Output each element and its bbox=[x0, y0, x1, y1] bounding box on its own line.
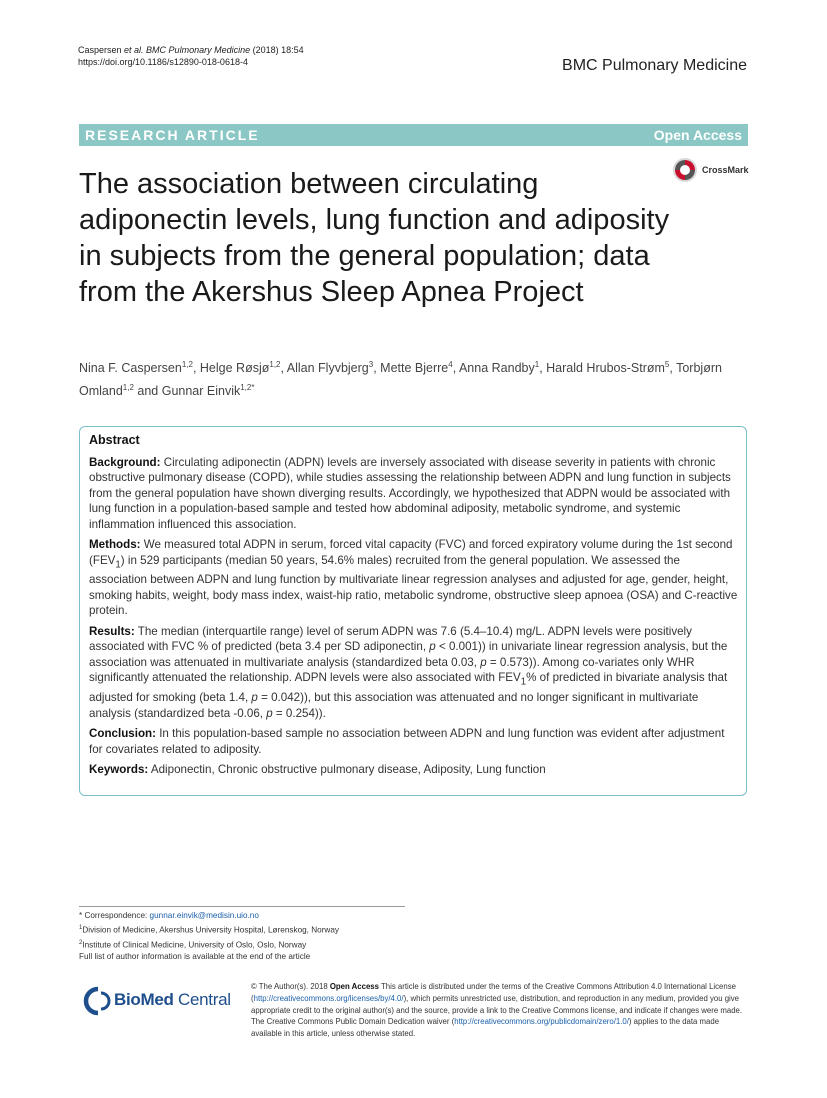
author-separator: , bbox=[373, 361, 381, 376]
author-affiliation-marker: 1,2 bbox=[122, 383, 134, 393]
author-name: Mette Bjerre bbox=[380, 361, 449, 376]
footnotes bbox=[79, 910, 439, 963]
author-affiliation-marker: 5 bbox=[664, 360, 670, 369]
author-separator: , bbox=[280, 361, 287, 376]
abstract-heading: Abstract bbox=[89, 433, 140, 447]
citation-volume: (2018) 18:54 bbox=[250, 45, 304, 55]
author-affiliation-marker: 1,2 bbox=[181, 360, 193, 369]
author-name: Torbjørn Omland bbox=[79, 361, 722, 399]
author-name: Helge Røsjø bbox=[199, 361, 270, 376]
abstract-results: Results: The median (interquartile range) level of serum ADPN was 7.6 (5.4–10.4) mg/L. ADPN levels were positively associated with FVC % of predicted (beta 3.4 per SD adiponectin, p < 0.001)) in univariate linear regression analysis, but the association was attenuated in multivariate analysis (standardized beta 0.03, p = 0.573)). Among co-variates only WHR significantly attenuated the relationship. ADPN levels were also associated with $FEV_1\%$ of predicted in bivariate analysis that adjusted for smoking (beta 1.4, p = 0.042)), but this association was attenuated and no longer significant in multivariate analysis (standardized beta -0.06, p = 0.254)). bbox=[89, 624, 728, 720]
crossmark-label: CrossMark bbox=[702, 165, 749, 175]
citation bbox=[78, 44, 304, 68]
abstract-conclusion: Conclusion: In this population-based sample no association between ADPN and lung function was evident after adjustment for covariates related to adiposity. bbox=[89, 727, 725, 756]
article-type-label: RESEARCH ARTICLE bbox=[85, 127, 260, 143]
author-separator: , bbox=[192, 361, 200, 376]
journal-name: BMC Pulmonary Medicine bbox=[562, 57, 747, 74]
article-title: The association between circulating adiponectin levels, lung function and adiposity in subjects from the general population; data from the Akershus Sleep Apnea Project bbox=[79, 168, 670, 308]
author-affiliation-marker: 1,2 bbox=[269, 360, 281, 369]
author-name: Nina F. Caspersen bbox=[79, 361, 182, 376]
doi-link[interactable]: https://doi.org/10.1186/s12890-018-0618-4 bbox=[78, 57, 248, 67]
abstract-box bbox=[79, 426, 747, 796]
author-name: Gunnar Einvik bbox=[161, 384, 241, 399]
publisher-name-bold: BioMed bbox=[114, 990, 174, 1009]
author-separator: , bbox=[669, 361, 677, 376]
publisher-name-rest: Central bbox=[173, 990, 231, 1009]
citation-journal: et al. BMC Pulmonary Medicine bbox=[124, 45, 251, 55]
author-separator: and bbox=[133, 384, 162, 399]
open-access-label: Open Access bbox=[653, 127, 742, 143]
public-domain-url-link[interactable]: http://creativecommons.org/publicdomain/zero/1.0/ bbox=[454, 1017, 629, 1027]
author-affiliation-marker: 1 bbox=[534, 360, 540, 369]
license-open-access: Open Access bbox=[329, 982, 379, 991]
license-url-link[interactable]: http://creativecommons.org/licenses/by/4.0/ bbox=[253, 993, 404, 1003]
author-separator: , bbox=[539, 361, 547, 376]
author-affiliation-marker: 3 bbox=[368, 360, 374, 369]
biomed-central-icon bbox=[81, 986, 111, 1016]
author-affiliation-marker: 4 bbox=[448, 360, 453, 369]
footnote-divider bbox=[79, 906, 405, 907]
citation-authors: Caspersen bbox=[78, 45, 122, 55]
biomed-central-logo bbox=[81, 985, 241, 1017]
correspondence-email-link[interactable]: gunnar.einvik@medisin.uio.no bbox=[149, 911, 259, 920]
author-affiliation-marker: 1,2* bbox=[240, 383, 255, 393]
affiliation-2: $^2$Institute of Clinical Medicine, University of Oslo, Oslo, Norway bbox=[79, 939, 307, 950]
author-list bbox=[79, 355, 749, 401]
license-statement: © The Author(s). 2018 Open Access This article is distributed under the terms of the Creative Commons Attribution 4.0 International License (http://creativecommons.org/licenses/by/4.0/), which permits unrestricted use, distribution, and reproduction in any medium, provided you give appropriate credit to the original author(s) and the source, provide a link to the Creative Commons license, and indicate if changes were made. The Creative Commons Public Domain Dedication waiver (http://creativecommons.org/publicdomain/zero/1.0/) applies to the data made available in this article, unless otherwise stated. bbox=[251, 982, 743, 1039]
abstract-keywords: Keywords: Adiponectin, Chronic obstructive pulmonary disease, Adiposity, Lung function bbox=[89, 763, 546, 777]
affiliation-1: $^1$Division of Medicine, Akershus University Hospital, Lørenskog, Norway bbox=[79, 925, 339, 935]
author-separator: , bbox=[452, 361, 459, 376]
author-name: Harald Hrubos-Strøm bbox=[546, 361, 665, 376]
author-name: Allan Flyvbjerg bbox=[286, 361, 369, 376]
author-name: Anna Randby bbox=[458, 361, 535, 376]
full-author-info-note: Full list of author information is available at the end of the article bbox=[79, 952, 311, 962]
abstract-methods: Methods: We measured total ADPN in serum, forced vital capacity (FVC) and forced expiratory volume during the 1st second $(FEV_1)$ in 529 participants (median 50 years, 54.6% males) recruited from the general population. We assessed the association between ADPN and lung function by multivariate linear regression analyses and adjusted for age, gender, height, smoking habits, weight, body mass index, waist-hip ratio, metabolic syndrome, obstructive sleep apnoea (OSA) and C-reactive protein. bbox=[89, 538, 738, 618]
article-type-banner bbox=[79, 124, 748, 146]
crossmark-badge[interactable] bbox=[672, 157, 752, 185]
abstract-background: Background: Circulating adiponectin (ADPN) levels are inversely associated with disease severity in patients with chronic obstructive pulmonary disease (COPD), while studies assessing the relationship between ADPN and lung function in subjects from the general population have shown diverging results. Accordingly, we hypothesized that ADPN would be associated with lung function in a population-based sample and tested how abdominal adiposity, metabolic syndrome, and systemic inflammation influenced this association. bbox=[89, 455, 731, 531]
correspondence: * Correspondence: gunnar.einvik@medisin.uio.no bbox=[79, 911, 259, 920]
